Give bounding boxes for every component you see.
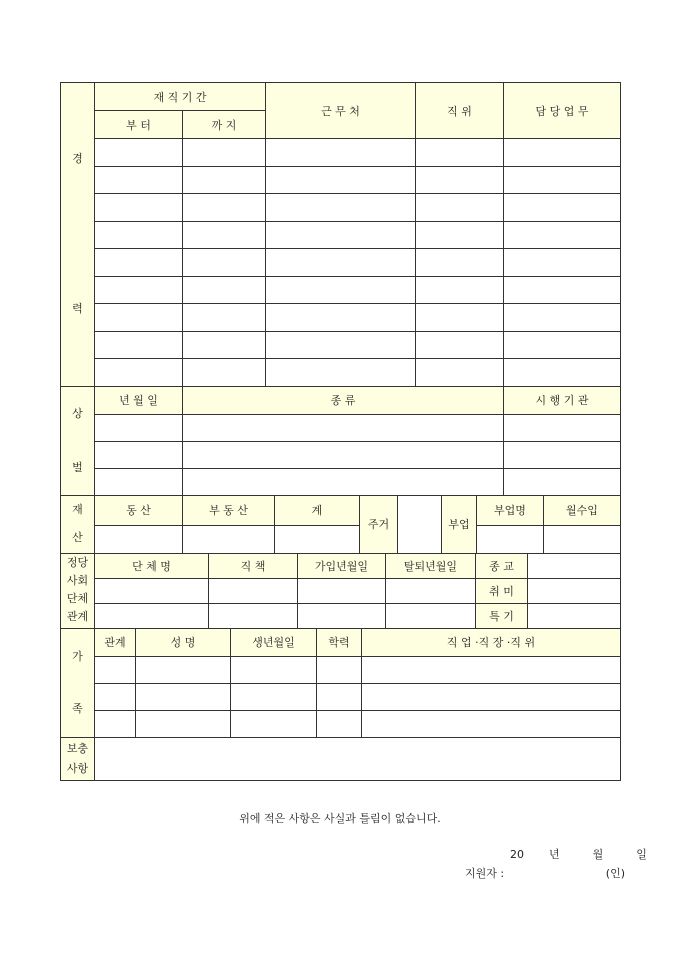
career-to-header: 까 지	[183, 111, 266, 139]
career-cell[interactable]	[183, 221, 266, 249]
career-cell[interactable]	[266, 304, 416, 332]
awards-side-2: 벌	[72, 460, 83, 474]
awards-table	[60, 386, 621, 496]
career-table	[60, 82, 621, 387]
awards-agency-header: 시 행 기 관	[504, 386, 621, 414]
family-cell[interactable]	[95, 656, 136, 683]
assets-sidejob-header: 부업	[442, 495, 477, 553]
party-side-3: 단체	[66, 592, 89, 606]
skill-header: 특 기	[476, 603, 528, 628]
career-cell[interactable]	[95, 331, 183, 359]
career-cell[interactable]	[183, 139, 266, 167]
assets-residence-cell[interactable]	[398, 495, 442, 553]
career-cell[interactable]	[416, 276, 504, 304]
family-job-header: 직 업 ·직 장 ·직 위	[362, 628, 621, 656]
awards-cell[interactable]	[504, 414, 621, 441]
family-cell[interactable]	[362, 683, 621, 710]
resume-form	[60, 82, 620, 781]
awards-cell[interactable]	[183, 468, 504, 495]
party-leave-header: 탈퇴년월일	[386, 553, 476, 578]
party-cell[interactable]	[209, 578, 298, 603]
career-cell[interactable]	[95, 139, 183, 167]
date-year-label: 년	[549, 848, 560, 861]
hobby-header: 취 미	[476, 578, 528, 603]
career-cell[interactable]	[183, 276, 266, 304]
signature-row	[465, 865, 625, 881]
career-side-1: 경	[72, 152, 83, 166]
career-cell[interactable]	[504, 194, 621, 222]
assets-total-cell[interactable]	[275, 525, 360, 553]
family-cell[interactable]	[95, 683, 136, 710]
career-cell[interactable]	[266, 166, 416, 194]
party-table	[60, 553, 621, 629]
career-cell[interactable]	[416, 304, 504, 332]
awards-cell[interactable]	[95, 414, 183, 441]
awards-cell[interactable]	[95, 468, 183, 495]
career-cell[interactable]	[95, 359, 183, 387]
career-duties-header: 담 당 업 무	[504, 83, 621, 139]
career-cell[interactable]	[183, 304, 266, 332]
family-cell[interactable]	[317, 683, 362, 710]
family-cell[interactable]	[362, 656, 621, 683]
career-from-header: 부 터	[95, 111, 183, 139]
career-cell[interactable]	[416, 221, 504, 249]
party-join-header: 가입년월일	[298, 553, 386, 578]
awards-cell[interactable]	[504, 468, 621, 495]
career-cell[interactable]	[416, 359, 504, 387]
awards-side-label	[61, 386, 95, 495]
career-cell[interactable]	[266, 194, 416, 222]
career-cell[interactable]	[416, 194, 504, 222]
family-side-2: 족	[72, 701, 83, 715]
assets-movable-header: 동 산	[95, 495, 183, 525]
assets-total-header: 계	[275, 495, 360, 525]
career-cell[interactable]	[504, 276, 621, 304]
supplement-table	[60, 737, 621, 781]
family-side-1: 가	[72, 649, 83, 663]
party-side-label	[61, 553, 95, 628]
awards-kind-header: 종 류	[183, 386, 504, 414]
supplement-side-2: 사항	[66, 761, 89, 775]
awards-cell[interactable]	[183, 441, 504, 468]
career-cell[interactable]	[95, 166, 183, 194]
career-cell[interactable]	[183, 359, 266, 387]
assets-income-header: 월수입	[544, 495, 621, 525]
assets-side-1: 재	[72, 503, 83, 517]
party-cell[interactable]	[209, 603, 298, 628]
assets-side-label	[61, 495, 95, 553]
family-cell[interactable]	[231, 656, 317, 683]
career-cell[interactable]	[504, 359, 621, 387]
career-cell[interactable]	[416, 331, 504, 359]
date-month-label: 월	[592, 848, 604, 861]
career-cell[interactable]	[416, 139, 504, 167]
family-cell[interactable]	[231, 710, 317, 737]
party-side-2: 사회	[66, 574, 89, 588]
supplement-cell[interactable]	[95, 737, 621, 780]
career-cell[interactable]	[504, 304, 621, 332]
family-table	[60, 628, 621, 738]
career-position-header: 직 위	[416, 83, 504, 139]
career-side-label	[61, 83, 95, 387]
party-side-1: 정당	[66, 556, 89, 570]
applicant-label: 지원자 :	[465, 867, 505, 880]
family-cell[interactable]	[136, 656, 231, 683]
family-cell[interactable]	[317, 656, 362, 683]
assets-table	[60, 495, 621, 554]
career-cell[interactable]	[183, 249, 266, 277]
career-cell[interactable]	[504, 139, 621, 167]
career-cell[interactable]	[183, 194, 266, 222]
assets-residence-header: 주거	[360, 495, 398, 553]
family-name-header: 성 명	[136, 628, 231, 656]
family-cell[interactable]	[231, 683, 317, 710]
party-cell[interactable]	[386, 603, 476, 628]
awards-cell[interactable]	[183, 414, 504, 441]
career-period-header: 재 직 기 간	[95, 83, 266, 111]
seal-mark: (인)	[605, 867, 625, 880]
career-cell[interactable]	[416, 166, 504, 194]
family-cell[interactable]	[317, 710, 362, 737]
family-side-label	[61, 628, 95, 737]
party-role-header: 직 책	[209, 553, 298, 578]
family-cell[interactable]	[136, 683, 231, 710]
date-day-label: 일	[636, 848, 647, 861]
skill-cell[interactable]	[528, 603, 621, 628]
assets-realestate-cell[interactable]	[183, 525, 275, 553]
career-cell[interactable]	[504, 221, 621, 249]
career-cell[interactable]	[95, 249, 183, 277]
family-cell[interactable]	[136, 710, 231, 737]
career-cell[interactable]	[95, 276, 183, 304]
religion-cell[interactable]	[528, 553, 621, 578]
family-relation-header: 관계	[95, 628, 136, 656]
career-cell[interactable]	[504, 166, 621, 194]
career-cell[interactable]	[95, 221, 183, 249]
career-cell[interactable]	[504, 331, 621, 359]
awards-side-1: 상	[72, 406, 83, 420]
family-education-header: 학력	[317, 628, 362, 656]
career-cell[interactable]	[266, 139, 416, 167]
career-cell[interactable]	[95, 194, 183, 222]
awards-cell[interactable]	[504, 441, 621, 468]
assets-side-2: 산	[72, 531, 83, 545]
party-side-4: 관계	[66, 610, 89, 624]
assets-income-cell[interactable]	[544, 525, 621, 553]
supplement-side-label	[61, 737, 95, 780]
date-year-prefix: 20	[510, 848, 524, 861]
career-cell[interactable]	[266, 221, 416, 249]
career-cell[interactable]	[504, 249, 621, 277]
career-cell[interactable]	[183, 166, 266, 194]
party-cell[interactable]	[298, 603, 386, 628]
assets-sidejob-name-header: 부업명	[477, 495, 544, 525]
assets-movable-cell[interactable]	[95, 525, 183, 553]
career-cell[interactable]	[266, 249, 416, 277]
career-cell[interactable]	[95, 304, 183, 332]
career-cell[interactable]	[266, 276, 416, 304]
career-cell[interactable]	[416, 249, 504, 277]
family-cell[interactable]	[95, 710, 136, 737]
supplement-side-1: 보충	[66, 741, 89, 755]
awards-cell[interactable]	[95, 441, 183, 468]
religion-header: 종 교	[476, 553, 528, 578]
party-cell[interactable]	[95, 578, 209, 603]
assets-realestate-header: 부 동 산	[183, 495, 275, 525]
party-orgname-header: 단 체 명	[95, 553, 209, 578]
career-cell[interactable]	[266, 331, 416, 359]
party-cell[interactable]	[386, 578, 476, 603]
party-cell[interactable]	[298, 578, 386, 603]
career-side-2: 력	[72, 302, 83, 316]
party-cell[interactable]	[95, 603, 209, 628]
declaration-text: 위에 적은 사항은 사실과 틀림이 없습니다.	[239, 812, 441, 825]
career-workplace-header: 근 무 처	[266, 83, 416, 139]
assets-sidejob-name-cell[interactable]	[477, 525, 544, 553]
career-cell[interactable]	[266, 359, 416, 387]
family-cell[interactable]	[362, 710, 621, 737]
family-birth-header: 생년월일	[231, 628, 317, 656]
date-row	[510, 846, 647, 862]
career-cell[interactable]	[183, 331, 266, 359]
awards-date-header: 년 월 일	[95, 386, 183, 414]
hobby-cell[interactable]	[528, 578, 621, 603]
